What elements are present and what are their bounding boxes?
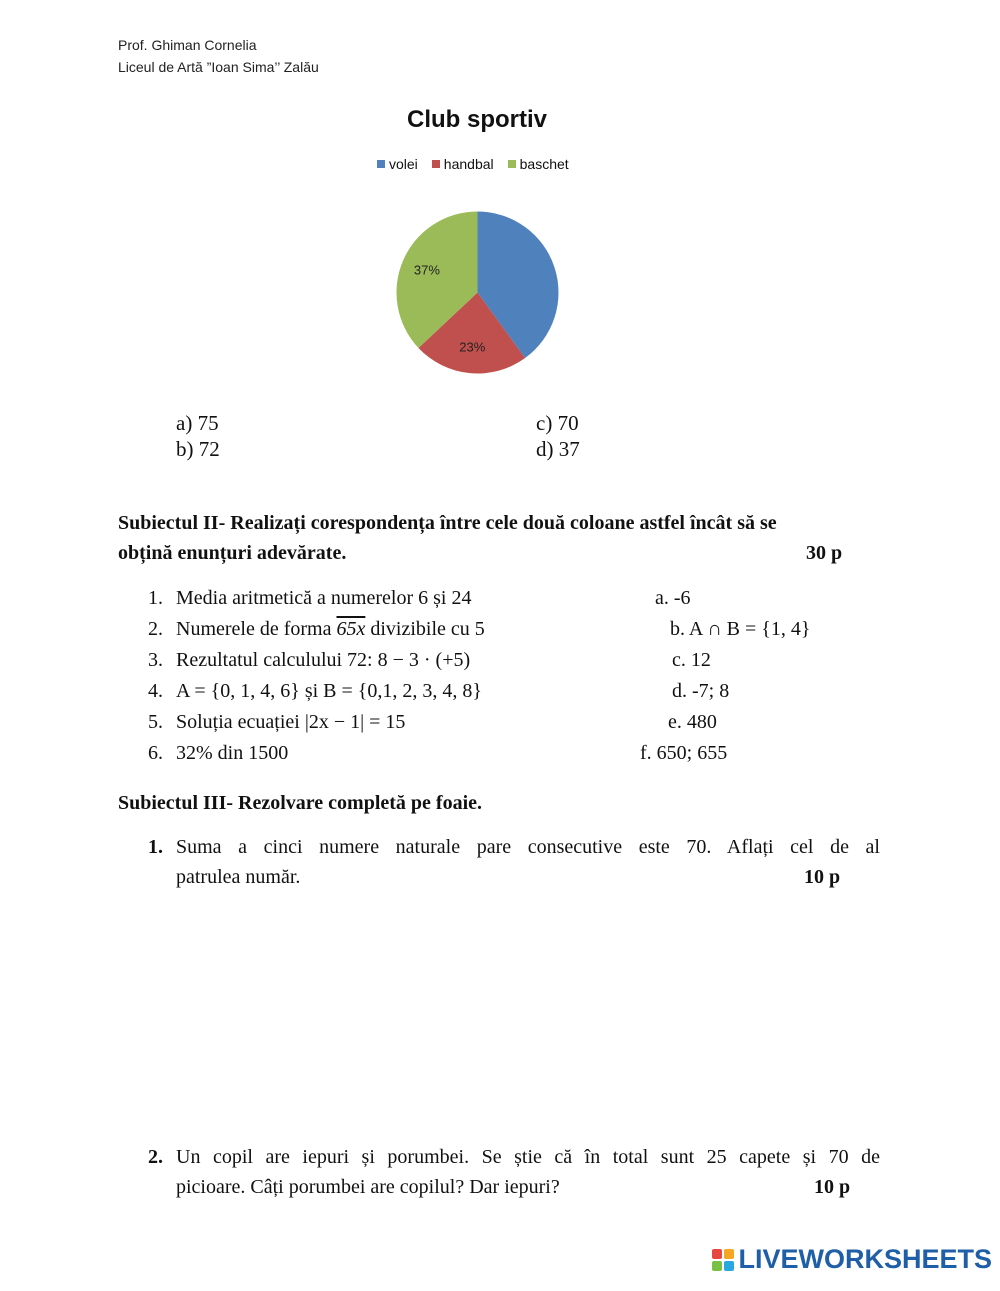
- answer-b: b) 72: [176, 437, 220, 461]
- pie-label-baschet: 37%: [413, 262, 440, 278]
- answer-a: a) 75: [176, 411, 219, 435]
- item-number: 5.: [148, 711, 163, 733]
- task-points: 10 p: [814, 1176, 851, 1198]
- legend-label: handbal: [443, 156, 494, 172]
- match-right-c: c. 12: [672, 649, 711, 671]
- match-left-item: [148, 618, 485, 641]
- answer-d: d) 37: [536, 437, 580, 461]
- item-number: 1.: [148, 587, 163, 609]
- pie-label-handbal: 23%: [459, 339, 486, 355]
- match-left-item: [148, 711, 405, 734]
- legend-swatch: [377, 160, 385, 168]
- school-name: Liceul de Artă ”Ioan Sima’’ Zalău: [118, 59, 319, 75]
- match-right-a: a. -6: [655, 587, 691, 609]
- pie-chart: [390, 205, 565, 380]
- task-text-line2: patrulea număr.: [176, 866, 301, 888]
- match-right-b: b. A ∩ B = {1, 4}: [670, 618, 811, 640]
- logo-mark-square: [724, 1261, 734, 1271]
- legend-item-handbal: [432, 156, 494, 172]
- logo-mark-square: [712, 1261, 722, 1271]
- match-right-e: e. 480: [668, 711, 717, 733]
- item-number: 6.: [148, 742, 163, 764]
- chart-title: Club sportiv: [406, 106, 547, 133]
- item-text: Soluția ecuației |2x − 1| = 15: [176, 711, 406, 733]
- item-text: Rezultatul calculului 72: 8 − 3 · (+5): [176, 649, 471, 671]
- match-left-item: [148, 680, 482, 703]
- subject2-points: 30 p: [806, 542, 843, 564]
- legend-label: baschet: [519, 156, 569, 172]
- match-right-d: d. -7; 8: [672, 680, 730, 702]
- legend-item-baschet: [508, 156, 569, 172]
- legend-swatch: [432, 160, 440, 168]
- answer-c: c) 70: [536, 411, 579, 435]
- task-number: 2.: [148, 1146, 163, 1168]
- logo-mark-square: [724, 1249, 734, 1259]
- logo-mark-square: [712, 1249, 722, 1259]
- item-number: 2.: [148, 618, 163, 640]
- item-number: 3.: [148, 649, 163, 671]
- overline-number: 65x: [336, 618, 366, 640]
- item-text-after: divizibile cu 5: [365, 618, 485, 640]
- match-left-item: [148, 587, 471, 610]
- task-text-line1: Un copil are iepuri și porumbei. Se știe că în total sunt 25 capete și 70 de: [176, 1146, 880, 1168]
- legend-label: volei: [389, 156, 418, 172]
- match-left-item: [148, 742, 288, 765]
- subject3-title: Subiectul III- Rezolvare completă pe foaie.: [118, 792, 483, 814]
- subject2-title: [118, 508, 880, 568]
- logo-mark-icon: [712, 1249, 734, 1271]
- legend-swatch: [508, 160, 516, 168]
- task-points: 10 p: [804, 866, 841, 888]
- item-number: 4.: [148, 680, 163, 702]
- item-text: 32% din 1500: [176, 742, 289, 764]
- task-2: [148, 1142, 880, 1202]
- chart-legend: [377, 156, 569, 172]
- task-number: 1.: [148, 836, 163, 858]
- liveworksheets-logo: [712, 1244, 992, 1275]
- match-left-item: [148, 649, 470, 672]
- task-text-line1: Suma a cinci numere naturale pare consecutive este 70. Aflați cel de al: [176, 836, 880, 858]
- logo-text: LIVEWORKSHEETS: [738, 1244, 992, 1274]
- task-text-line2: picioare. Câți porumbei are copilul? Dar iepuri?: [176, 1176, 560, 1198]
- match-right-f: f. 650; 655: [640, 742, 728, 764]
- author-name: Prof. Ghiman Cornelia: [118, 37, 257, 53]
- item-text: A = {0, 1, 4, 6} și B = {0,1, 2, 3, 4, 8}: [176, 680, 482, 702]
- task-1: [148, 832, 880, 892]
- subject2-title-line1: Subiectul II- Realizați corespondența între cele două coloane astfel încât să se: [118, 512, 777, 534]
- item-text: Numerele de forma: [176, 618, 332, 640]
- item-text: Media aritmetică a numerelor 6 și 24: [176, 587, 472, 609]
- subject2-title-line2: obțină enunțuri adevărate.: [118, 542, 347, 564]
- legend-item-volei: [377, 156, 418, 172]
